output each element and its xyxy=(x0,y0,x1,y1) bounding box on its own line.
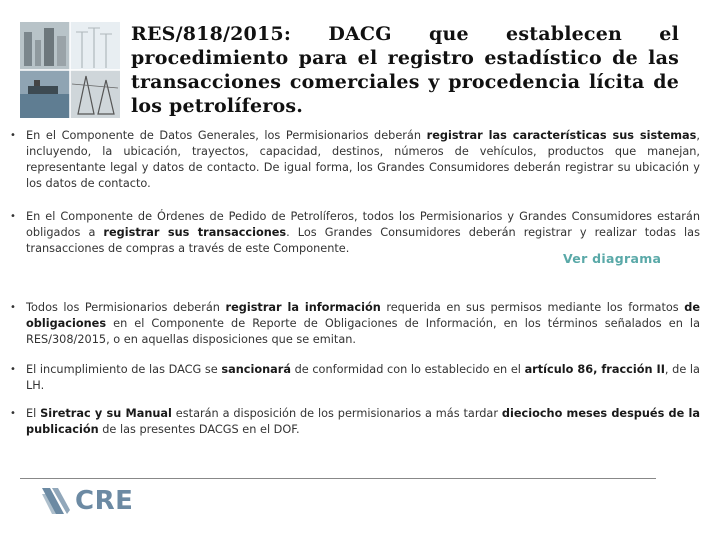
bullet-bold-text: artículo 86, fracción II xyxy=(524,363,665,376)
bullet-bold-text: sancionará xyxy=(221,363,291,376)
ver-diagrama-link[interactable]: Ver diagrama xyxy=(563,251,662,266)
bullet-item-siretrac xyxy=(10,406,700,438)
bullet-text: El xyxy=(26,407,41,420)
bullet-bold-text: de obligaciones xyxy=(26,301,700,330)
bullet-text: , de la LH. xyxy=(26,363,700,392)
cre-logo-text: CRE xyxy=(75,486,134,516)
energy-collage-icon xyxy=(20,22,120,118)
bullet-text: de las presentes DACGS en el DOF. xyxy=(98,423,300,436)
bullet-bold-text: Siretrac y su Manual xyxy=(40,407,172,420)
bullet-item-incumplimiento xyxy=(10,362,700,394)
bullet-text: En el Componente de Datos Generales, los Permisionarios deberán xyxy=(26,129,427,142)
bullet-text: estarán a disposición de los permisionarios a más tardar xyxy=(171,407,502,420)
bullet-text: , incluyendo, la ubicación, trayectos, capacidad, destinos, números de vehículos, productos que manejan, representante legal y datos de contacto. De igual forma, los Grandes Consumidores deberán registrar su ubicación y los datos de contacto. xyxy=(26,129,700,190)
bullet-item-datos-generales xyxy=(10,128,700,192)
bullet-bold-text: registrar las características sus sistemas xyxy=(426,129,697,142)
bullet-bold-text: dieciocho meses después de la publicación xyxy=(26,407,700,436)
bullet-text: requerida en sus permisos mediante los formatos xyxy=(380,301,685,314)
page-title: RES/818/2015: DACG que establecen el procedimiento para el registro estadístico de las transacciones comerciales y procedencia lícita de los petrolíferos. xyxy=(131,23,679,117)
cre-logo-mark-icon xyxy=(40,486,72,516)
header-collage-image xyxy=(20,22,120,118)
bullet-bold-text: registrar sus transacciones xyxy=(103,226,287,239)
bullet-text: . Los Grandes Consumidores deberán registrar y realizar todas las transacciones de compras a través de este Componente. xyxy=(26,226,700,255)
bullet-text: de conformidad con lo establecido en el xyxy=(290,363,525,376)
bullet-text: En el Componente de Órdenes de Pedido de Petrolíferos, todos los Permisionarios y Grandes Consumidores estarán obligados a xyxy=(26,210,700,239)
bullet-text: Todos los Permisionarios deberán xyxy=(26,301,226,314)
bullet-text: en el Componente de Reporte de Obligaciones de Información, en los términos señalados en la RES/308/2015, o en aquellas disposiciones que se emitan. xyxy=(26,317,700,346)
bullet-text: El incumplimiento de las DACG se xyxy=(26,363,222,376)
footer-divider xyxy=(20,478,656,479)
bullet-bold-text: registrar la información xyxy=(225,301,381,314)
cre-logo xyxy=(40,486,140,516)
bullet-item-obligaciones xyxy=(10,300,700,348)
bullet-item-ordenes-pedido xyxy=(10,209,700,257)
